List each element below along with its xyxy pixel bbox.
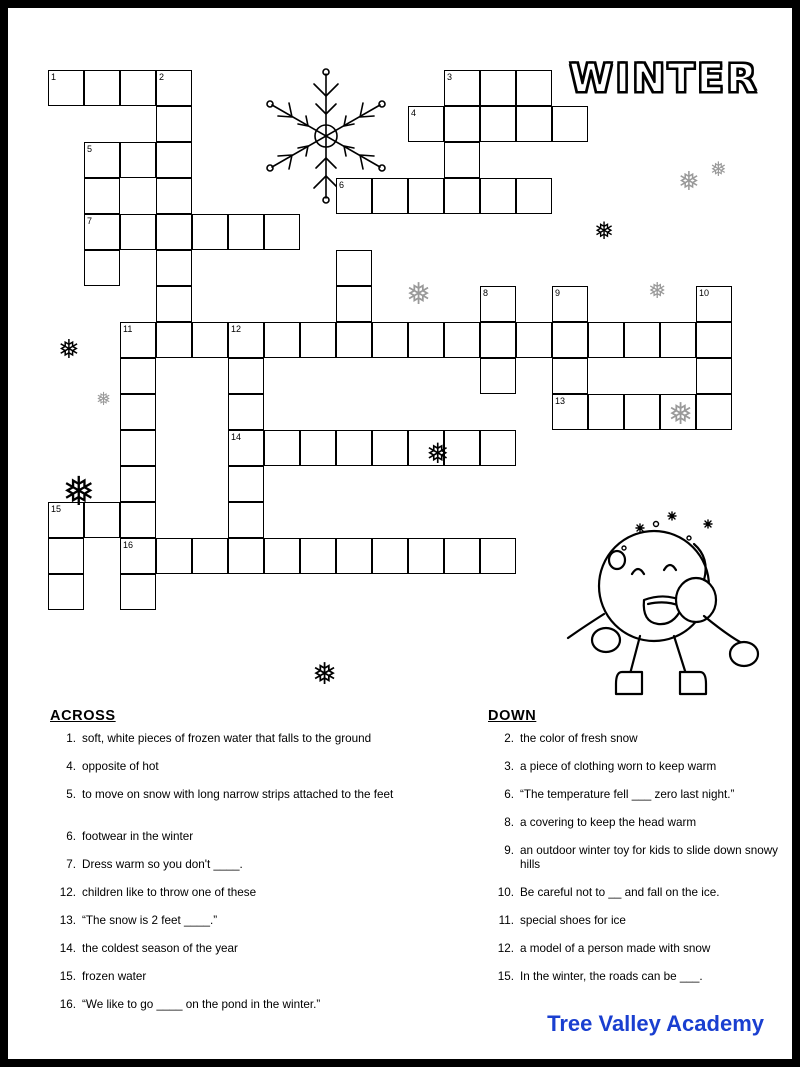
crossword-cell[interactable] <box>372 430 408 466</box>
crossword-cell[interactable] <box>156 286 192 322</box>
crossword-cell[interactable] <box>516 178 552 214</box>
clue-number: 9. <box>504 844 514 857</box>
crossword-cell[interactable] <box>516 322 552 358</box>
crossword-cell[interactable] <box>408 538 444 574</box>
crossword-cell[interactable] <box>156 106 192 142</box>
crossword-grid[interactable] <box>8 8 792 708</box>
crossword-cell[interactable] <box>552 358 588 394</box>
crossword-cell[interactable] <box>480 178 516 214</box>
crossword-cell[interactable] <box>444 322 480 358</box>
clue-text: Dress warm so you don't ____. <box>82 858 243 871</box>
clue-number: 10. <box>497 886 514 899</box>
clue-number: 8. <box>504 816 514 829</box>
crossword-cell[interactable] <box>156 142 192 178</box>
crossword-cell[interactable] <box>228 502 264 538</box>
crossword-cell[interactable] <box>444 142 480 178</box>
crossword-cell[interactable] <box>156 178 192 214</box>
crossword-cell[interactable] <box>264 538 300 574</box>
snowflake-icon: ❅ <box>678 166 700 196</box>
clue-number: 5. <box>66 788 76 801</box>
clue-text: soft, white pieces of frozen water that falls to the ground <box>82 732 372 745</box>
crossword-cell[interactable] <box>516 106 552 142</box>
clue-item <box>50 788 420 802</box>
snowflake-icon: ❅ <box>710 159 727 181</box>
cell-number: 12 <box>231 324 242 334</box>
crossword-cell[interactable] <box>624 322 660 358</box>
snowflake-icon: ❅ <box>594 218 615 245</box>
crossword-cell[interactable] <box>336 250 372 286</box>
crossword-cell[interactable] <box>372 538 408 574</box>
crossword-cell[interactable] <box>336 430 372 466</box>
crossword-cell[interactable] <box>696 358 732 394</box>
clue-item <box>50 732 420 746</box>
cell-number: 14 <box>231 432 242 442</box>
crossword-cell[interactable] <box>48 574 84 610</box>
clue-item <box>50 998 420 1012</box>
clue-number: 7. <box>66 858 76 871</box>
crossword-cell[interactable] <box>120 502 156 538</box>
clue-text: opposite of hot <box>82 760 159 773</box>
crossword-cell[interactable] <box>264 322 300 358</box>
clue-item <box>50 830 420 844</box>
clue-number: 14. <box>59 942 76 955</box>
crossword-cell[interactable] <box>480 106 516 142</box>
clue-item <box>50 886 420 900</box>
clue-number: 11. <box>498 914 514 927</box>
crossword-cell[interactable] <box>480 70 516 106</box>
clue-number: 16. <box>59 998 76 1011</box>
clue-text: footwear in the winter <box>82 830 194 843</box>
clue-item <box>488 844 778 871</box>
crossword-cell[interactable] <box>372 178 408 214</box>
snowflake-icon: ❅ <box>62 470 96 514</box>
clue-text: frozen water <box>82 970 147 983</box>
clue-text: a model of a person made with snow <box>520 942 711 955</box>
crossword-cell[interactable] <box>120 70 156 106</box>
clue-item <box>488 760 778 774</box>
clue-item <box>50 914 420 928</box>
clue-text: a piece of clothing worn to keep warm <box>520 760 717 773</box>
clue-number: 12. <box>497 942 514 955</box>
crossword-cell[interactable] <box>552 322 588 358</box>
cell-number: 9 <box>555 288 561 298</box>
crossword-cell[interactable] <box>264 214 300 250</box>
clue-number: 6. <box>66 830 76 843</box>
crossword-cell[interactable] <box>588 322 624 358</box>
crossword-cell[interactable] <box>444 178 480 214</box>
crossword-cell[interactable] <box>84 178 120 214</box>
clue-item <box>488 788 778 802</box>
crossword-cell[interactable] <box>300 430 336 466</box>
crossword-cell[interactable] <box>120 466 156 502</box>
clue-item <box>50 858 420 872</box>
snowflake-icon: ❅ <box>668 398 694 431</box>
clue-text: In the winter, the roads can be ___. <box>520 970 703 983</box>
clue-number: 3. <box>504 760 514 773</box>
clue-text: the coldest season of the year <box>82 942 238 955</box>
crossword-cell[interactable] <box>444 106 480 142</box>
crossword-cell[interactable] <box>120 214 156 250</box>
cell-number: 16 <box>123 540 134 550</box>
crossword-cell[interactable] <box>408 322 444 358</box>
cell-number: 15 <box>51 504 62 514</box>
worksheet-page <box>8 8 792 1059</box>
cell-number: 6 <box>339 180 345 190</box>
clue-text: an outdoor winter toy for kids to slide down snowy hills <box>520 844 778 871</box>
clue-number: 15. <box>59 970 76 983</box>
clue-number: 12. <box>59 886 76 899</box>
clue-text: “The temperature fell ___ zero last night.” <box>520 788 735 801</box>
crossword-cell[interactable] <box>372 322 408 358</box>
crossword-cell[interactable] <box>336 286 372 322</box>
crossword-cell[interactable] <box>156 250 192 286</box>
cell-number: 2 <box>159 72 165 82</box>
crossword-cell[interactable] <box>192 538 228 574</box>
crossword-cell[interactable] <box>696 394 732 430</box>
cell-number: 1 <box>51 72 57 82</box>
clue-item <box>488 942 778 956</box>
clue-text: to move on snow with long narrow strips attached to the feet <box>82 788 394 801</box>
crossword-cell[interactable] <box>192 214 228 250</box>
cell-number: 11 <box>123 324 133 334</box>
crossword-cell[interactable] <box>624 394 660 430</box>
down-heading: DOWN <box>488 708 537 724</box>
crossword-cell[interactable] <box>120 142 156 178</box>
crossword-cell[interactable] <box>156 538 192 574</box>
clue-item <box>50 942 420 956</box>
crossword-cell[interactable] <box>120 394 156 430</box>
crossword-cell[interactable] <box>228 538 264 574</box>
clue-item <box>488 914 778 928</box>
clue-text: Be careful not to __ and fall on the ice. <box>520 886 720 899</box>
clue-item <box>488 732 778 746</box>
snowflake-icon: ❅ <box>96 389 112 409</box>
crossword-cell[interactable] <box>480 322 516 358</box>
snowflake-icon: ❅ <box>648 278 667 303</box>
cell-number: 5 <box>87 144 93 154</box>
crossword-cell[interactable] <box>300 538 336 574</box>
crossword-cell[interactable] <box>480 538 516 574</box>
crossword-cell[interactable] <box>156 214 192 250</box>
brand-footer: Tree Valley Academy <box>547 1011 764 1036</box>
clue-item <box>488 886 778 900</box>
across-heading: ACROSS <box>50 708 116 724</box>
clue-text: “We like to go ____ on the pond in the winter.” <box>82 998 321 1011</box>
clue-number: 4. <box>66 760 76 773</box>
crossword-cell[interactable] <box>228 466 264 502</box>
crossword-cell[interactable] <box>228 214 264 250</box>
clue-number: 1. <box>66 732 76 745</box>
crossword-cell[interactable] <box>444 538 480 574</box>
clue-text: the color of fresh snow <box>520 732 638 745</box>
clue-number: 13. <box>59 914 76 927</box>
page-title: WINTER <box>569 56 759 102</box>
clue-number: 15. <box>497 970 514 983</box>
crossword-cell[interactable] <box>336 322 372 358</box>
clue-number: 2. <box>504 732 514 745</box>
crossword-cell[interactable] <box>480 430 516 466</box>
crossword-cell[interactable] <box>552 106 588 142</box>
clue-text: children like to throw one of these <box>82 886 257 899</box>
clue-item <box>488 970 778 984</box>
clue-text: special shoes for ice <box>520 914 626 927</box>
crossword-cell[interactable] <box>156 322 192 358</box>
crossword-cell[interactable] <box>84 250 120 286</box>
crossword-cell[interactable] <box>480 358 516 394</box>
crossword-cell[interactable] <box>660 322 696 358</box>
cell-number: 3 <box>447 72 453 82</box>
clue-text: a covering to keep the head warm <box>520 816 697 829</box>
crossword-cell[interactable] <box>84 70 120 106</box>
crossword-cell[interactable] <box>588 394 624 430</box>
clue-number: 6. <box>504 788 514 801</box>
cell-number: 4 <box>411 108 417 118</box>
cell-number: 7 <box>87 216 93 226</box>
snowflake-icon: ❅ <box>58 334 80 364</box>
clue-item <box>488 816 778 830</box>
crossword-cell[interactable] <box>516 70 552 106</box>
crossword-cell[interactable] <box>48 538 84 574</box>
clue-item <box>50 760 420 774</box>
crossword-cell[interactable] <box>120 574 156 610</box>
crossword-cell[interactable] <box>192 322 228 358</box>
crossword-cell[interactable] <box>120 358 156 394</box>
snowflake-icon: ❅ <box>406 278 432 311</box>
clue-text: “The snow is 2 feet ____.” <box>82 914 218 927</box>
crossword-cell[interactable] <box>120 430 156 466</box>
cell-number: 8 <box>483 288 489 298</box>
crossword-cell[interactable] <box>264 430 300 466</box>
crossword-cell[interactable] <box>336 538 372 574</box>
clue-item <box>50 970 420 984</box>
cell-number: 13 <box>555 396 566 406</box>
crossword-cell[interactable] <box>408 178 444 214</box>
crossword-cell[interactable] <box>696 322 732 358</box>
crossword-cell[interactable] <box>228 394 264 430</box>
snowflake-icon: ❅ <box>312 658 338 691</box>
crossword-cell[interactable] <box>300 322 336 358</box>
snowflake-icon: ❅ <box>426 438 450 469</box>
crossword-cell[interactable] <box>228 358 264 394</box>
cell-number: 10 <box>699 288 710 298</box>
